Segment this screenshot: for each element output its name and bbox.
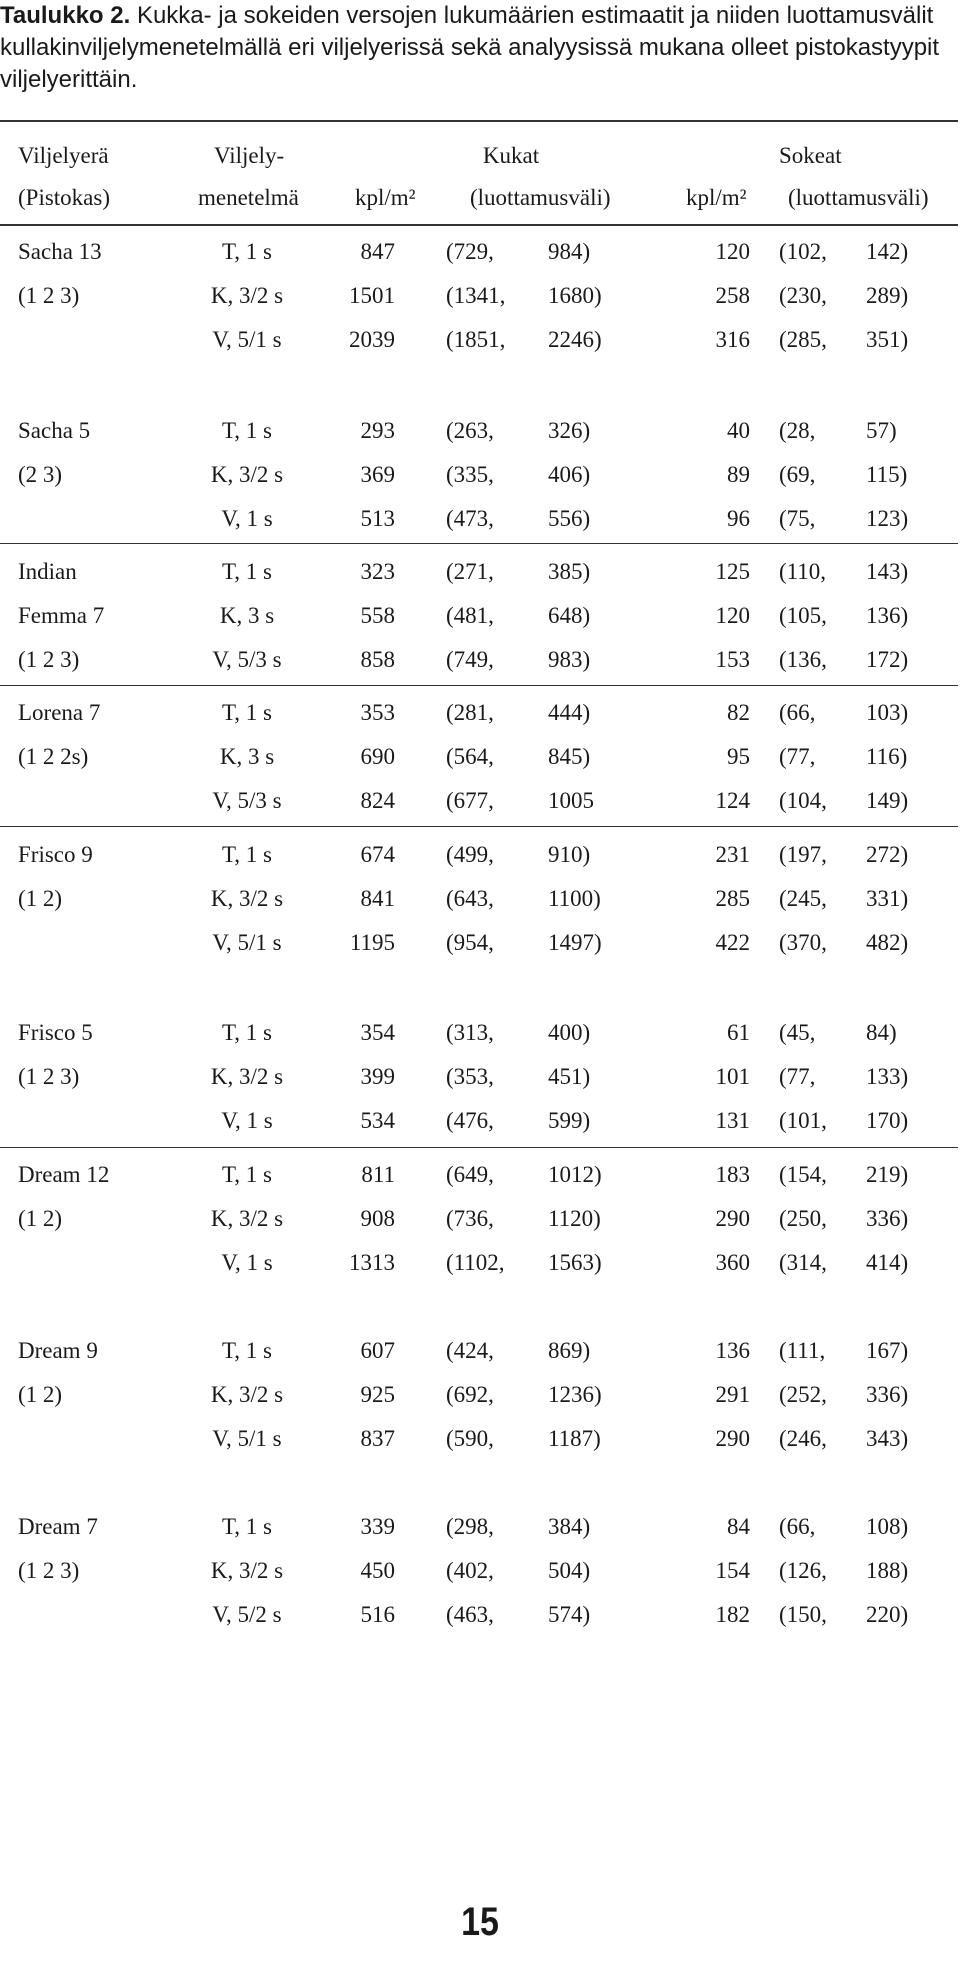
cell-blind-high: 170) [866, 1108, 909, 1133]
cell-method: K, 3/2 s [210, 1558, 284, 1583]
cell-method: V, 1 s [221, 1108, 273, 1133]
cell-crop: (1 2) [18, 886, 63, 911]
cell-blind-low: (45, [779, 1020, 816, 1045]
cell-blind-count: 316 [715, 327, 750, 352]
cell-method: T, 1 s [221, 418, 273, 443]
cell-method: V, 5/1 s [212, 327, 282, 352]
table-caption [0, 0, 960, 96]
cell-blind-count: 285 [715, 886, 750, 911]
cell-blind-low: (314, [779, 1250, 827, 1275]
cell-crop: (1 2 3) [18, 1558, 80, 1583]
table-header-row-2 [0, 176, 960, 220]
cell-flowers-high: 574) [548, 1602, 591, 1627]
table-row [0, 1055, 960, 1099]
cell-blind-high: 115) [866, 462, 908, 487]
cell-method: V, 5/3 s [212, 788, 282, 813]
cell-blind-low: (136, [779, 647, 827, 672]
cell-blind-high: 343) [866, 1426, 909, 1451]
table-row [0, 497, 960, 541]
cell-blind-high: 414) [866, 1250, 909, 1275]
cell-flowers-count: 293 [360, 418, 395, 443]
cell-blind-low: (104, [779, 788, 827, 813]
cell-blind-low: (370, [779, 930, 827, 955]
cell-flowers-count: 674 [360, 842, 395, 867]
table-row [0, 1505, 960, 1549]
cell-method: T, 1 s [221, 1514, 273, 1539]
cell-flowers-high: 1120) [548, 1206, 601, 1231]
header-blind-interval: (luottamusväli) [788, 185, 929, 210]
cell-flowers-low: (463, [446, 1602, 494, 1627]
cell-flowers-count: 369 [360, 462, 395, 487]
cell-flowers-count: 558 [360, 603, 395, 628]
group-divider [0, 543, 958, 544]
cell-blind-count: 154 [715, 1558, 750, 1583]
cell-method: T, 1 s [221, 1020, 273, 1045]
cell-blind-low: (105, [779, 603, 827, 628]
cell-blind-count: 101 [715, 1064, 750, 1089]
cell-flowers-high: 910) [548, 842, 591, 867]
cell-flowers-low: (649, [446, 1162, 494, 1187]
cell-flowers-low: (692, [446, 1382, 494, 1407]
cell-crop: (1 2 3) [18, 283, 80, 308]
cell-flowers-count: 837 [360, 1426, 395, 1451]
cell-blind-low: (150, [779, 1602, 827, 1627]
header-blind-unit: kpl/m² [686, 185, 747, 210]
cell-flowers-high: 444) [548, 700, 591, 725]
cell-method: V, 1 s [221, 1250, 273, 1275]
table-row [0, 1153, 960, 1197]
cell-blind-low: (69, [779, 462, 816, 487]
table-caption-text: Kukka- ja sokeiden versojen lukumäärien estimaatit ja niiden luottamusvälit kullakinviljelymenetelmällä eri viljelyerissä sekä analyysissä mukana olleet pistokastyypit viljelyerittäin. [0, 2, 940, 93]
cell-blind-low: (66, [779, 1514, 816, 1539]
cell-flowers-high: 406) [548, 462, 591, 487]
header-method: Viljely- [214, 143, 285, 168]
cell-blind-low: (285, [779, 327, 827, 352]
cell-blind-count: 131 [715, 1108, 750, 1133]
cell-blind-low: (126, [779, 1558, 827, 1583]
table-row [0, 1549, 960, 1593]
cell-flowers-count: 811 [361, 1162, 395, 1187]
cell-flowers-low: (263, [446, 418, 494, 443]
cell-crop: Sacha 13 [18, 239, 102, 264]
cell-flowers-low: (643, [446, 886, 494, 911]
cell-blind-high: 272) [866, 842, 909, 867]
table-row [0, 638, 960, 682]
cell-blind-count: 136 [715, 1338, 750, 1363]
group-divider [0, 1147, 958, 1148]
cell-flowers-high: 599) [548, 1108, 591, 1133]
cell-blind-high: 219) [866, 1162, 909, 1187]
cell-blind-low: (101, [779, 1108, 827, 1133]
cell-flowers-count: 908 [360, 1206, 395, 1231]
cell-flowers-high: 400) [548, 1020, 591, 1045]
cell-crop: Lorena 7 [18, 700, 101, 725]
cell-blind-low: (197, [779, 842, 827, 867]
cell-blind-low: (246, [779, 1426, 827, 1451]
cell-flowers-low: (499, [446, 842, 494, 867]
cell-blind-low: (250, [779, 1206, 827, 1231]
cell-method: V, 5/1 s [212, 930, 282, 955]
cell-method: V, 5/3 s [212, 647, 282, 672]
cell-blind-high: 116) [866, 744, 908, 769]
cell-blind-count: 153 [715, 647, 750, 672]
cell-blind-low: (77, [779, 1064, 816, 1089]
cell-blind-high: 103) [866, 700, 909, 725]
cell-flowers-count: 1501 [349, 283, 395, 308]
cell-flowers-low: (749, [446, 647, 494, 672]
cell-method: K, 3/2 s [210, 1206, 284, 1231]
table-row [0, 877, 960, 921]
cell-blind-low: (154, [779, 1162, 827, 1187]
cell-flowers-low: (298, [446, 1514, 494, 1539]
cell-crop: Frisco 9 [18, 842, 93, 867]
cell-flowers-low: (335, [446, 462, 494, 487]
cell-flowers-high: 845) [548, 744, 591, 769]
cell-blind-high: 123) [866, 506, 909, 531]
cell-crop: (2 3) [18, 462, 63, 487]
cell-blind-low: (110, [779, 559, 827, 584]
cell-blind-high: 289) [866, 283, 909, 308]
cell-blind-high: 57) [866, 418, 897, 443]
cell-blind-low: (111, [779, 1338, 826, 1363]
cell-flowers-high: 504) [548, 1558, 591, 1583]
cell-blind-high: 482) [866, 930, 909, 955]
cell-method: T, 1 s [221, 700, 273, 725]
cell-flowers-low: (473, [446, 506, 494, 531]
cell-flowers-low: (1341, [446, 283, 506, 308]
table-row [0, 691, 960, 735]
cell-flowers-low: (424, [446, 1338, 494, 1363]
table-row [0, 1593, 960, 1637]
cell-flowers-count: 607 [360, 1338, 395, 1363]
cell-method: K, 3 s [219, 744, 275, 769]
cell-blind-high: 336) [866, 1382, 909, 1407]
cell-flowers-count: 841 [360, 886, 395, 911]
header-cutting: (Pistokas) [18, 185, 110, 210]
cell-flowers-high: 2246) [548, 327, 602, 352]
header-flowers-title: Kukat [482, 143, 540, 168]
cell-blind-count: 84 [727, 1514, 750, 1539]
cell-flowers-count: 339 [360, 1514, 395, 1539]
table-row [0, 1373, 960, 1417]
cell-blind-high: 136) [866, 603, 909, 628]
cell-blind-count: 258 [715, 283, 750, 308]
cell-blind-low: (102, [779, 239, 827, 264]
cell-flowers-count: 1195 [349, 930, 395, 955]
cell-flowers-high: 648) [548, 603, 591, 628]
cell-blind-count: 120 [715, 239, 750, 264]
cell-method: V, 1 s [221, 506, 273, 531]
cell-flowers-low: (353, [446, 1064, 494, 1089]
cell-flowers-count: 534 [360, 1108, 395, 1133]
cell-blind-high: 188) [866, 1558, 909, 1583]
cell-flowers-low: (1851, [446, 327, 506, 352]
cell-flowers-low: (1102, [446, 1250, 505, 1275]
cell-flowers-count: 2039 [349, 327, 395, 352]
cell-flowers-count: 323 [360, 559, 395, 584]
table-row [0, 1329, 960, 1373]
cell-blind-high: 149) [866, 788, 909, 813]
table-row [0, 594, 960, 638]
cell-flowers-low: (271, [446, 559, 494, 584]
header-blind-title: Sokeat [779, 143, 842, 168]
cell-blind-count: 422 [715, 930, 750, 955]
cell-flowers-low: (402, [446, 1558, 494, 1583]
cell-crop: (1 2) [18, 1382, 63, 1407]
cell-flowers-count: 513 [360, 506, 395, 531]
cell-method: T, 1 s [221, 842, 273, 867]
cell-flowers-low: (476, [446, 1108, 494, 1133]
cell-method: T, 1 s [221, 1338, 273, 1363]
cell-blind-count: 95 [727, 744, 750, 769]
cell-flowers-count: 690 [360, 744, 395, 769]
table-row [0, 1417, 960, 1461]
cell-method: T, 1 s [221, 1162, 273, 1187]
cell-blind-low: (66, [779, 700, 816, 725]
cell-flowers-low: (313, [446, 1020, 494, 1045]
cell-blind-count: 360 [715, 1250, 750, 1275]
cell-flowers-high: 1563) [548, 1250, 602, 1275]
cell-flowers-low: (736, [446, 1206, 494, 1231]
table-top-rule [0, 120, 958, 122]
cell-blind-count: 96 [727, 506, 750, 531]
cell-flowers-count: 824 [360, 788, 395, 813]
cell-flowers-low: (281, [446, 700, 494, 725]
cell-blind-count: 89 [727, 462, 750, 487]
cell-flowers-count: 399 [360, 1064, 395, 1089]
cell-blind-high: 351) [866, 327, 909, 352]
cell-blind-high: 331) [866, 886, 909, 911]
table-row [0, 833, 960, 877]
cell-blind-low: (245, [779, 886, 827, 911]
cell-method: K, 3/2 s [210, 1064, 284, 1089]
cell-flowers-high: 869) [548, 1338, 591, 1363]
table-row [0, 318, 960, 362]
table-row [0, 550, 960, 594]
cell-crop: Sacha 5 [18, 418, 91, 443]
cell-flowers-high: 1187) [548, 1426, 601, 1451]
cell-flowers-high: 326) [548, 418, 591, 443]
table-row [0, 1099, 960, 1143]
cell-blind-count: 231 [715, 842, 750, 867]
cell-crop: Femma 7 [18, 603, 105, 628]
cell-flowers-high: 1497) [548, 930, 602, 955]
cell-blind-high: 108) [866, 1514, 909, 1539]
header-crop: Viljelyerä [18, 143, 109, 168]
table-caption-label: Taulukko 2. [0, 2, 131, 29]
cell-flowers-high: 984) [548, 239, 591, 264]
cell-method: V, 5/2 s [212, 1602, 282, 1627]
cell-method: V, 5/1 s [212, 1426, 282, 1451]
cell-flowers-low: (564, [446, 744, 494, 769]
cell-blind-count: 120 [715, 603, 750, 628]
cell-blind-high: 172) [866, 647, 909, 672]
cell-flowers-low: (729, [446, 239, 494, 264]
cell-flowers-count: 858 [360, 647, 395, 672]
table-row [0, 453, 960, 497]
table-row [0, 921, 960, 965]
cell-method: T, 1 s [221, 559, 273, 584]
cell-method: K, 3/2 s [210, 886, 284, 911]
cell-method: K, 3/2 s [210, 462, 284, 487]
cell-flowers-count: 925 [360, 1382, 395, 1407]
cell-method: K, 3 s [219, 603, 275, 628]
cell-blind-count: 183 [715, 1162, 750, 1187]
cell-crop: (1 2 3) [18, 647, 80, 672]
cell-crop: Frisco 5 [18, 1020, 93, 1045]
cell-blind-high: 133) [866, 1064, 909, 1089]
cell-method: K, 3/2 s [210, 283, 284, 308]
cell-blind-count: 124 [715, 788, 750, 813]
cell-flowers-high: 983) [548, 647, 591, 672]
cell-flowers-low: (677, [446, 788, 494, 813]
cell-flowers-high: 1005 [548, 788, 594, 813]
cell-blind-count: 182 [715, 1602, 750, 1627]
cell-blind-count: 290 [715, 1426, 750, 1451]
cell-blind-low: (230, [779, 283, 827, 308]
cell-flowers-count: 516 [360, 1602, 395, 1627]
group-divider [0, 685, 958, 686]
cell-flowers-high: 385) [548, 559, 591, 584]
cell-blind-low: (252, [779, 1382, 827, 1407]
header-flowers-interval: (luottamusväli) [470, 185, 611, 210]
cell-flowers-high: 556) [548, 506, 591, 531]
cell-crop: (1 2 3) [18, 1064, 80, 1089]
cell-flowers-count: 450 [360, 1558, 395, 1583]
cell-method: T, 1 s [221, 239, 273, 264]
cell-blind-high: 220) [866, 1602, 909, 1627]
cell-crop: Indian [18, 559, 77, 584]
cell-flowers-count: 353 [360, 700, 395, 725]
table-row [0, 1197, 960, 1241]
cell-blind-low: (77, [779, 744, 816, 769]
cell-crop: (1 2) [18, 1206, 63, 1231]
cell-method: K, 3/2 s [210, 1382, 284, 1407]
table-header-row-1 [0, 134, 960, 178]
cell-flowers-high: 1012) [548, 1162, 602, 1187]
cell-blind-count: 125 [715, 559, 750, 584]
group-divider [0, 826, 958, 827]
header-flowers-unit: kpl/m² [355, 185, 416, 210]
cell-flowers-count: 847 [360, 239, 395, 264]
table-row [0, 779, 960, 823]
cell-blind-count: 82 [727, 700, 750, 725]
cell-blind-count: 61 [727, 1020, 750, 1045]
cell-crop: Dream 12 [18, 1162, 110, 1187]
cell-blind-high: 143) [866, 559, 909, 584]
header-method-cont: menetelmä [198, 185, 299, 210]
cell-flowers-high: 451) [548, 1064, 591, 1089]
header-bottom-rule [0, 224, 958, 226]
cell-crop: Dream 9 [18, 1338, 98, 1363]
table-row [0, 1241, 960, 1285]
cell-blind-count: 290 [715, 1206, 750, 1231]
table-row [0, 735, 960, 779]
cell-blind-high: 167) [866, 1338, 909, 1363]
table-row [0, 274, 960, 318]
cell-blind-count: 291 [715, 1382, 750, 1407]
cell-flowers-low: (481, [446, 603, 494, 628]
cell-blind-low: (75, [779, 506, 816, 531]
cell-flowers-high: 384) [548, 1514, 591, 1539]
cell-blind-high: 142) [866, 239, 909, 264]
table-row [0, 1011, 960, 1055]
cell-flowers-count: 354 [360, 1020, 395, 1045]
cell-flowers-low: (590, [446, 1426, 494, 1451]
cell-flowers-high: 1236) [548, 1382, 602, 1407]
cell-crop: (1 2 2s) [18, 744, 89, 769]
cell-flowers-high: 1100) [548, 886, 601, 911]
cell-flowers-count: 1313 [349, 1250, 395, 1275]
cell-blind-high: 84) [866, 1020, 897, 1045]
cell-flowers-low: (954, [446, 930, 494, 955]
cell-crop: Dream 7 [18, 1514, 98, 1539]
cell-blind-count: 40 [727, 418, 750, 443]
table-row [0, 409, 960, 453]
cell-blind-low: (28, [779, 418, 816, 443]
cell-flowers-high: 1680) [548, 283, 602, 308]
table-row [0, 230, 960, 274]
page-number: 15 [461, 1900, 499, 1944]
cell-blind-high: 336) [866, 1206, 909, 1231]
